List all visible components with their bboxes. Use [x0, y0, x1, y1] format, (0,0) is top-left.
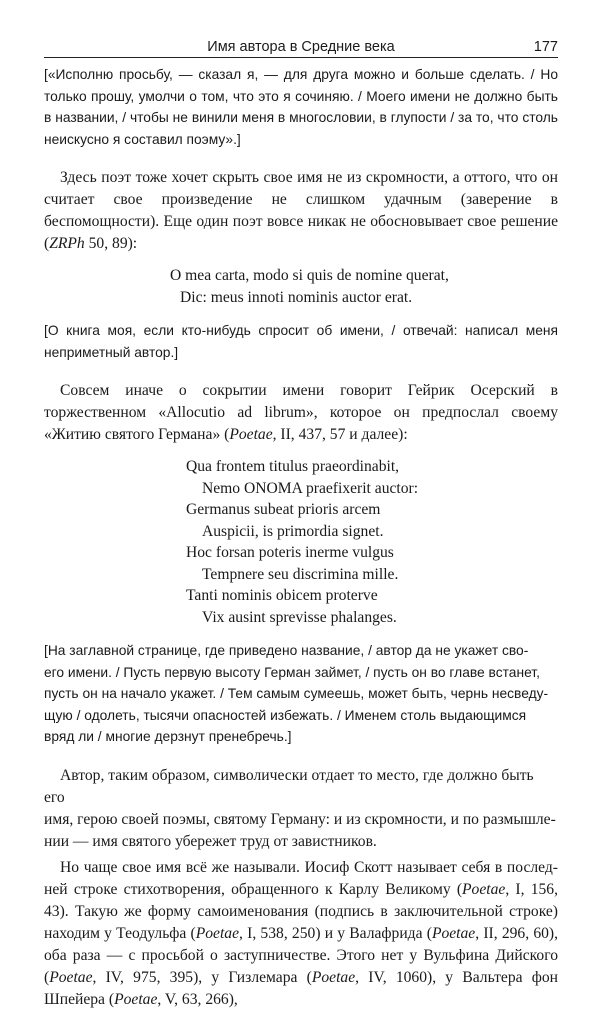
ref-location: , I, 156, 43). Такую же форму самоименования (подпись в заключительной строке) находим у Теодульфа (: [44, 880, 558, 942]
verse-line: Nemo ONOMA praefixerit auctor:: [202, 479, 419, 497]
source-ref: Poetae: [195, 924, 240, 942]
ref-location: , V, 63, 266),: [157, 990, 238, 1008]
verse-line: Qua frontem titulus praeordinabit,: [186, 458, 400, 475]
translation-block-2: [О книга моя, если кто-нибудь спросит об имени, / отвечай: написал меня неприметный автор.]: [44, 323, 558, 360]
text-line: [На заглавной странице, где приведено название, / автор да не укажет сво-: [44, 643, 529, 658]
source-ref: Poetae: [49, 968, 93, 986]
source-ref: Poetae: [114, 990, 158, 1008]
ref-location: 50, 89):: [84, 235, 138, 252]
text-line: его имени. / Пусть первую высоту Герман займет, / пусть он во главе встанет,: [44, 664, 540, 680]
paragraph-4-text: Совсем иначе о сокрытии имени говорит Гейрик Осерский в торжественном «Allocutio ad librum», которое он предпослал своему «Житию святого Германа» (: [44, 382, 558, 443]
running-head: [44, 38, 558, 58]
paragraph-4: [44, 380, 558, 446]
verse-line: Auspicii, is primordia signet.: [202, 522, 384, 540]
text-line: имя, герою своей поэмы, святому Герману: и из скромности, и по размышле-: [44, 810, 556, 828]
source-ref: Poetae: [431, 924, 476, 942]
text-line: нии — имя святого убережет труд от завистников.: [44, 832, 377, 850]
translation-block-1: [«Исполню просьбу, — сказал я, — для друга можно и больше сделать. / Но только прошу, умолчи о том, что это я сочиняю. / Моего имени не должно быть в названии, / чтобы не винили меня в многословии, в глупости / за то, что столь неискусно я составил поэму».]: [44, 67, 558, 147]
source-ref: Poetae: [462, 880, 506, 898]
source-ref: Poetae: [311, 968, 356, 986]
paragraph-7: [44, 857, 558, 1011]
header-rule: [44, 57, 558, 58]
ref-location: , I, 538, 250) и у Валафрида (: [239, 924, 432, 942]
source-ref: ZRPh: [49, 235, 85, 252]
ref-location: , IV, 1060), у Вальтера фон Шпейера (: [44, 968, 558, 1008]
paragraph-2-text: Здесь поэт тоже хочет скрыть свое имя не из скромности, а оттого, что он считает свое произведение не слишком удачным (заверение в беспомощности). Еще один поэт вовсе никак не обосновывает свое решение (: [44, 169, 558, 252]
verse-line: Vix ausint sprevisse phalanges.: [202, 608, 397, 626]
verse-line: Germanus subeat prioris arcem: [186, 501, 381, 518]
verse-line: O mea carta, modo si quis de nomine querat,: [170, 267, 449, 284]
source-ref: Poetae: [229, 426, 273, 443]
ref-location: , II, 296, 60), оба раза — с просьбой о заступничестве. Этого нет у Вульфина Дийского (: [44, 924, 559, 986]
paragraph-7-text: Но чаще свое имя всё же называли. Иосиф Скотт называет себя в послед-ней строке стихотворения, обращенного к Карлу Великому (: [44, 858, 558, 898]
verse-line: Hoc forsan poteris inerme vulgus: [186, 544, 394, 561]
verse-line: Tanti nominis obicem proterve: [186, 587, 378, 604]
latin-verse-1: [44, 265, 558, 308]
page-number: 177: [533, 39, 558, 55]
verse-line: Tempnere seu discrimina mille.: [202, 565, 399, 583]
running-title: Имя автора в Средние века: [207, 39, 395, 55]
translation-block-3: [44, 640, 558, 748]
paragraph-2: [44, 167, 558, 255]
ref-location: , IV, 975, 395), у Гизлемара (: [92, 968, 312, 986]
verse-line: Dic: meus innoti nominis auctor erat.: [180, 288, 413, 306]
text-line: Автор, таким образом, символически отдает то место, где должно быть его: [44, 766, 534, 806]
latin-verse-2: [44, 456, 558, 628]
page-body: [44, 64, 558, 1011]
ref-location: , II, 437, 57 и далее):: [272, 426, 408, 443]
paragraph-6: [44, 765, 558, 853]
text-line: пусть он на начало укажет. / Тем самым сумеешь, может быть, чернь несведу-: [44, 686, 549, 701]
text-line: вряд ли / многие дерзнут пренебречь.]: [44, 729, 292, 744]
text-line: щую / одолеть, тысячи опасностей избежать. / Именем столь выдающимся: [44, 707, 527, 723]
